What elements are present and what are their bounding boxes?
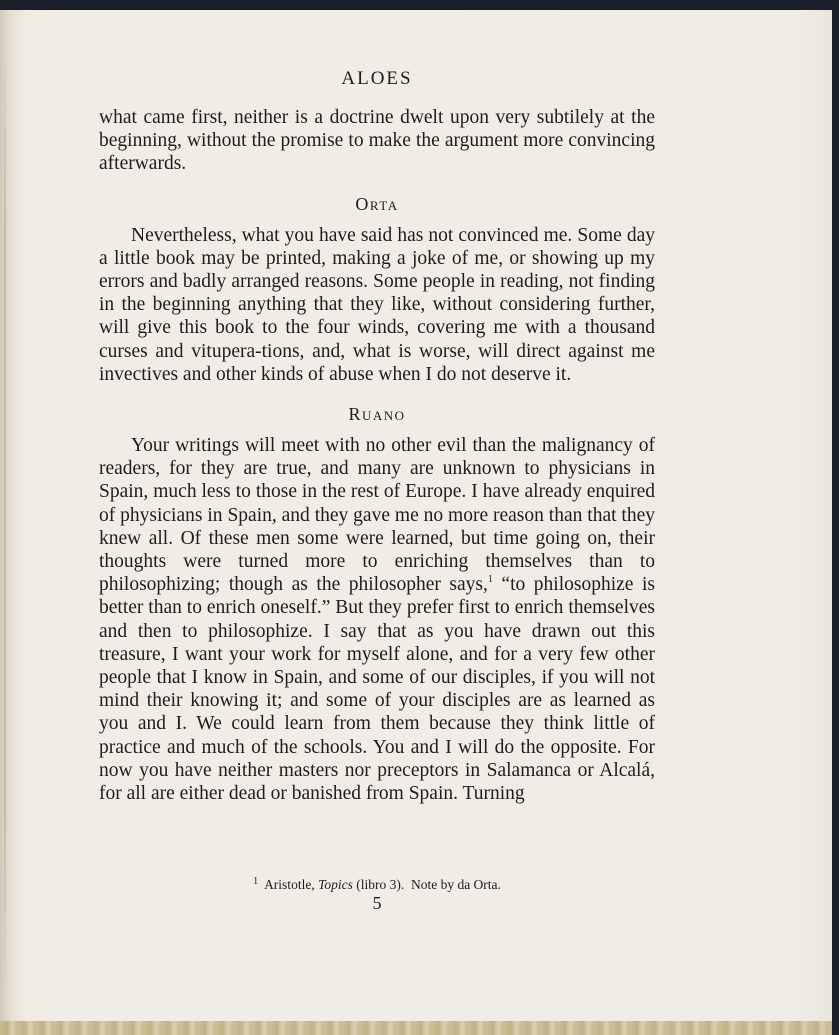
- page-bottom-edge: [0, 1021, 832, 1035]
- paragraph-ruano: [99, 434, 655, 805]
- scan-border: [832, 10, 839, 1035]
- page-number: 5: [372, 893, 382, 913]
- page-gutter: [0, 10, 26, 1035]
- paragraph-continued: what came first, neither is a doctrine dwelt upon very subtilely at the beginning, without the promise to make the argument more convincing afterwards.: [99, 107, 655, 175]
- binding-shadow: [4, 50, 6, 990]
- footnote: [99, 876, 655, 893]
- running-head: ALOES: [341, 68, 413, 89]
- speaker-heading-orta: Orta: [355, 193, 399, 214]
- footnote-author: Aristotle,: [264, 877, 315, 892]
- footnote-ref: (libro 3).: [356, 877, 405, 892]
- paragraph-ruano-part1: Your writings will meet with no other evil than the malignancy of readers, for they are true, and many are unknown to physicians in Spain, much less to those in the rest of Europe. I have already enquired of physicians in Spain, and they gave me no more reason than that they knew all. Of these men some were learned, but time going on, their thoughts were turned more to enriching themselves than to philosophizing; though as the philosopher says,: [99, 435, 655, 596]
- paragraph-ruano-part2: “to philosophize is better than to enrich oneself.” But they prefer first to enrich themselves and then to philosophize. I say that as you have drawn out this treasure, I want your work for myself alone, and for a very few other people that I know in Spain, and some of our disciples, if you will not mind their knowing it; and some of your disciples are as learned as you and I. We could learn from them because they think little of practice and much of the schools. You and I will do the opposite. For now you have neither masters nor preceptors in Salamanca or Alcalá, for all are either dead or banished from Spain. Turning: [99, 574, 655, 805]
- footnote-number: 1: [253, 876, 259, 887]
- footnote-note: Note by da Orta.: [410, 877, 501, 892]
- page-text: [99, 64, 655, 805]
- speaker-heading-ruano: Ruano: [348, 404, 406, 425]
- footnote-work: Topics: [318, 877, 353, 892]
- paragraph-orta: Nevertheless, what you have said has not convinced me. Some day a little book may be printed, making a joke of me, or showing up my errors and badly arranged reasons. Some people in reading, not finding in the beginning anything that they like, without considering further, will give this book to the four winds, covering me with a thousand curses and vitupera-tions, and, what is worse, will direct against me invectives and other kinds of abuse when I do not deserve it.: [99, 224, 655, 385]
- footnote-reference: 1: [487, 574, 493, 586]
